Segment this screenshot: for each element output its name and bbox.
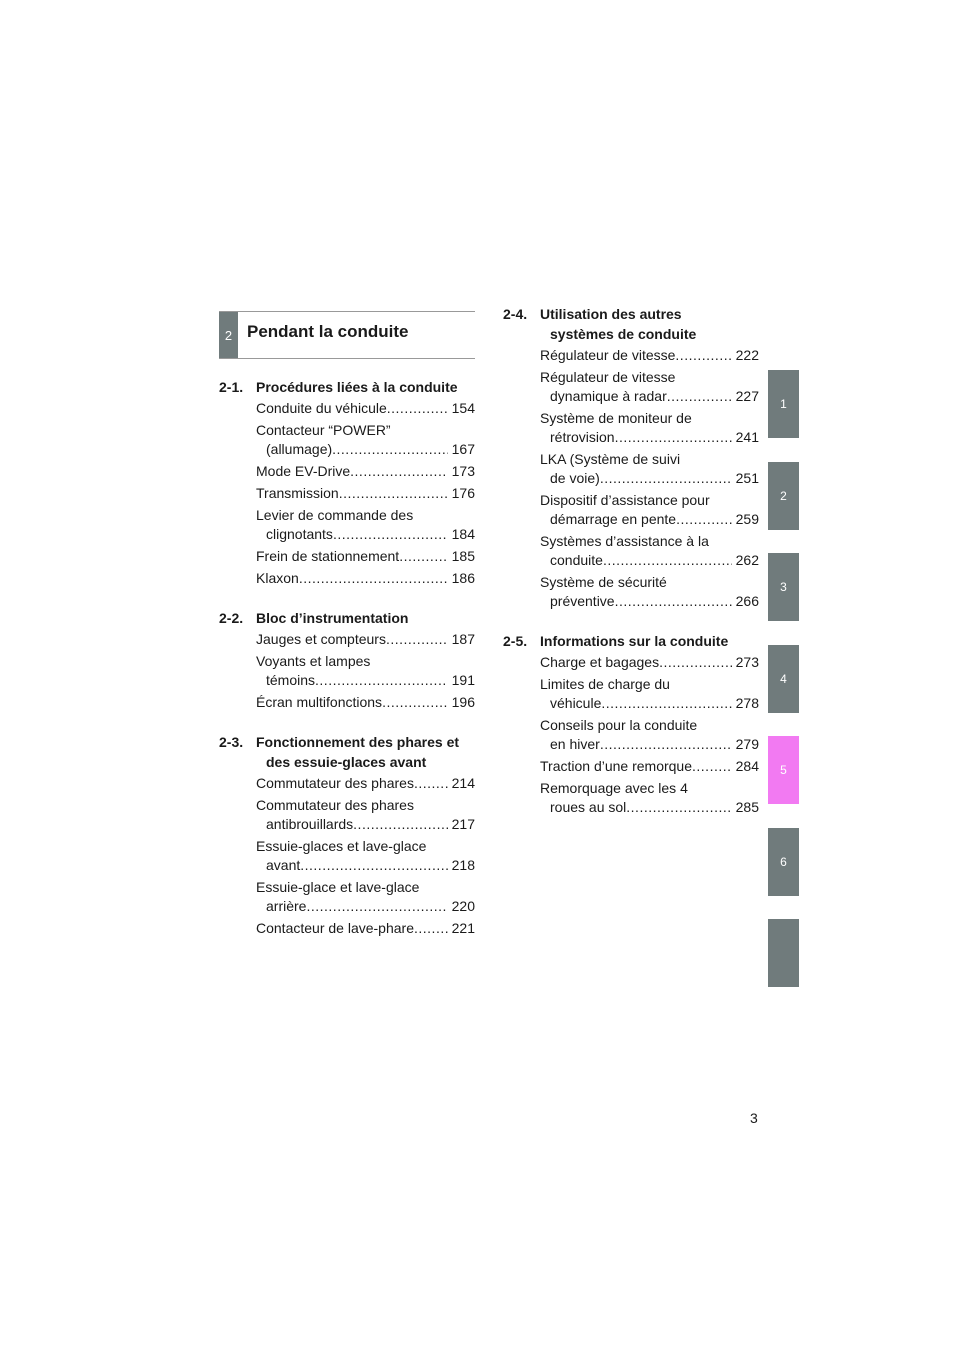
section-number: 2-5.	[503, 633, 528, 649]
entry-label: Régulateur de vitesse	[540, 347, 676, 363]
entry-row	[256, 399, 475, 418]
toc-left-column	[219, 377, 475, 958]
entry-row	[540, 428, 759, 447]
leader-dots	[414, 919, 448, 938]
entry-row	[540, 694, 759, 713]
entry-page-number: 259	[735, 511, 759, 527]
leader-dots	[414, 774, 448, 793]
entry-label-line: Systèmes d’assistance à la	[540, 533, 709, 549]
section-title	[256, 608, 475, 628]
entry-page-number: 167	[451, 441, 475, 457]
entry-row	[256, 569, 475, 588]
entry-page-number: 220	[451, 898, 475, 914]
section-title-line: Bloc d’instrumentation	[256, 610, 409, 626]
toc-entry[interactable]	[219, 421, 475, 459]
section-number: 2-1.	[219, 379, 244, 395]
entry-label: Traction d’une remorque	[540, 758, 693, 774]
entry-label: en hiver	[550, 736, 600, 752]
entry-label: rétrovision	[550, 429, 615, 445]
section-title-line: systèmes de conduite	[550, 326, 697, 342]
leader-dots	[603, 551, 732, 570]
toc-entry[interactable]	[503, 532, 759, 570]
entry-row	[256, 671, 475, 690]
chapter-tab-6[interactable]: 6	[768, 828, 799, 896]
page-number: 3	[750, 1110, 758, 1126]
entry-label: clignotants	[266, 526, 333, 542]
entry-label-line: Essuie-glaces et lave-glace	[256, 838, 427, 854]
chapter-header	[219, 311, 475, 359]
entry-page-number: 284	[735, 758, 759, 774]
entry-page-number: 196	[451, 694, 475, 710]
entry-row	[540, 653, 759, 672]
entry-page-number: 279	[735, 736, 759, 752]
entry-label: dynamique à radar	[550, 388, 667, 404]
chapter-tab-blank[interactable]	[768, 919, 799, 987]
section-title-line: des essuie-glaces avant	[266, 754, 427, 770]
toc-entry[interactable]	[503, 450, 759, 488]
toc-entry[interactable]	[503, 491, 759, 529]
entry-row	[256, 897, 475, 916]
entry-row	[540, 346, 759, 365]
entry-row	[256, 693, 475, 712]
section-title-line: Utilisation des autres	[540, 306, 682, 322]
leader-dots	[667, 387, 732, 406]
toc-entry[interactable]	[219, 878, 475, 916]
entry-page-number: 221	[451, 920, 475, 936]
leader-dots	[676, 510, 732, 529]
chapter-title: Pendant la conduite	[247, 322, 409, 341]
entry-label: préventive	[550, 593, 615, 609]
entry-page-number: 154	[451, 400, 475, 416]
section-heading	[503, 304, 759, 344]
chapter-tab-2[interactable]: 2	[768, 462, 799, 530]
entry-label: Klaxon	[256, 570, 299, 586]
entry-label: roues au sol	[550, 799, 627, 815]
entry-page-number: 262	[735, 552, 759, 568]
entry-label-line: Voyants et lampes	[256, 653, 371, 669]
entry-page-number: 185	[451, 548, 475, 564]
entry-label: Jauges et compteurs	[256, 631, 386, 647]
entry-row	[540, 510, 759, 529]
entry-row	[256, 856, 475, 875]
entry-label: Écran multifonctions	[256, 694, 383, 710]
leader-dots	[626, 798, 731, 817]
entry-label-line: Remorquage avec les 4	[540, 780, 688, 796]
leader-dots	[386, 630, 448, 649]
entry-label: (allumage)	[266, 441, 333, 457]
entry-label: témoins	[266, 672, 316, 688]
entry-row	[540, 469, 759, 488]
leader-dots	[615, 428, 732, 447]
entry-label-line: Limites de charge du	[540, 676, 670, 692]
entry-page-number: 278	[735, 695, 759, 711]
chapter-tab-5[interactable]: 5	[768, 736, 799, 804]
entry-page-number: 191	[451, 672, 475, 688]
entry-label-line: Conseils pour la conduite	[540, 717, 698, 733]
leader-dots	[339, 484, 448, 503]
entry-page-number: 266	[735, 593, 759, 609]
entry-page-number: 187	[451, 631, 475, 647]
entry-row	[256, 525, 475, 544]
chapter-tab-4[interactable]: 4	[768, 645, 799, 713]
entry-row	[540, 757, 759, 776]
section-title	[256, 732, 475, 772]
toc-entry[interactable]	[219, 506, 475, 544]
entry-label-line: Essuie-glace et lave-glace	[256, 879, 420, 895]
toc-entry[interactable]	[219, 774, 475, 793]
leader-dots	[333, 525, 448, 544]
toc-entry[interactable]	[219, 919, 475, 938]
entry-label: antibrouillards	[266, 816, 354, 832]
entry-page-number: 227	[735, 388, 759, 404]
entry-row	[540, 387, 759, 406]
chapter-number: 2	[219, 312, 238, 358]
entry-label: Conduite du véhicule	[256, 400, 387, 416]
leader-dots	[659, 653, 732, 672]
entry-row	[540, 592, 759, 611]
leader-dots	[350, 462, 447, 481]
entry-label-line: Système de moniteur de	[540, 410, 692, 426]
entry-label: Transmission	[256, 485, 339, 501]
toc-entry[interactable]	[219, 630, 475, 649]
section-heading	[219, 732, 475, 772]
section-heading	[219, 608, 475, 628]
section-number: 2-3.	[219, 734, 244, 750]
toc-entry[interactable]	[503, 409, 759, 447]
entry-page-number: 184	[451, 526, 475, 542]
leader-dots	[600, 469, 732, 488]
entry-row	[540, 735, 759, 754]
leader-dots	[382, 693, 448, 712]
entry-row	[256, 815, 475, 834]
toc-entry[interactable]	[219, 569, 475, 588]
section-title	[540, 631, 759, 651]
entry-row	[256, 774, 475, 793]
entry-row	[540, 551, 759, 570]
entry-label-line: Contacteur “POWER”	[256, 422, 391, 438]
toc-entry[interactable]	[219, 484, 475, 503]
entry-page-number: 251	[735, 470, 759, 486]
entry-page-number: 241	[735, 429, 759, 445]
leader-dots	[615, 592, 732, 611]
leader-dots	[601, 694, 731, 713]
entry-label-line: Commutateur des phares	[256, 797, 414, 813]
entry-label: Commutateur des phares	[256, 775, 414, 791]
toc-section	[503, 631, 759, 817]
toc-entry[interactable]	[219, 399, 475, 418]
toc-entry[interactable]	[219, 547, 475, 566]
entry-row	[256, 919, 475, 938]
leader-dots	[675, 346, 731, 365]
entry-page-number: 217	[451, 816, 475, 832]
entry-label-line: Dispositif d’assistance pour	[540, 492, 710, 508]
section-heading	[219, 377, 475, 397]
entry-label: Frein de stationnement	[256, 548, 400, 564]
leader-dots	[315, 671, 448, 690]
entry-label-line: LKA (Système de suivi	[540, 451, 681, 467]
toc-entry[interactable]	[503, 757, 759, 776]
toc-entry[interactable]	[503, 779, 759, 817]
toc-entry[interactable]	[503, 716, 759, 754]
section-title	[540, 304, 759, 344]
leader-dots	[692, 757, 732, 776]
toc-section	[219, 732, 475, 938]
entry-row	[256, 630, 475, 649]
entry-page-number: 214	[451, 775, 475, 791]
chapter-tab-3[interactable]: 3	[768, 553, 799, 621]
entry-page-number: 218	[451, 857, 475, 873]
section-number: 2-4.	[503, 306, 528, 322]
chapter-tab-1[interactable]: 1	[768, 370, 799, 438]
section-heading	[503, 631, 759, 651]
leader-dots	[332, 440, 448, 459]
leader-dots	[299, 569, 448, 588]
toc-entry[interactable]	[503, 675, 759, 713]
section-title-line: Procédures liées à la conduite	[256, 379, 458, 395]
entry-label: Contacteur de lave-phare	[256, 920, 414, 936]
leader-dots	[306, 897, 447, 916]
entry-row	[256, 547, 475, 566]
entry-row	[256, 440, 475, 459]
entry-row	[256, 484, 475, 503]
entry-row	[540, 798, 759, 817]
toc-entry[interactable]	[219, 693, 475, 712]
section-title-line: Fonctionnement des phares et	[256, 734, 460, 750]
toc-entry[interactable]	[503, 573, 759, 611]
entry-label: conduite	[550, 552, 603, 568]
entry-label: de voie)	[550, 470, 600, 486]
leader-dots	[300, 856, 447, 875]
toc-entry[interactable]	[219, 462, 475, 481]
section-number: 2-2.	[219, 610, 244, 626]
entry-label-line: Système de sécurité	[540, 574, 667, 590]
toc-entry[interactable]	[219, 837, 475, 875]
entry-label: avant	[266, 857, 301, 873]
entry-page-number: 186	[451, 570, 475, 586]
entry-page-number: 222	[735, 347, 759, 363]
toc-entry[interactable]	[503, 368, 759, 406]
toc-entry[interactable]	[219, 652, 475, 690]
entry-label: Charge et bagages	[540, 654, 660, 670]
entry-label-line: Régulateur de vitesse	[540, 369, 676, 385]
entry-label: démarrage en pente	[550, 511, 677, 527]
toc-entry[interactable]	[503, 653, 759, 672]
entry-label-line: Levier de commande des	[256, 507, 414, 523]
toc-entry[interactable]	[503, 346, 759, 365]
entry-page-number: 176	[451, 485, 475, 501]
leader-dots	[399, 547, 447, 566]
entry-label: arrière	[266, 898, 307, 914]
entry-label: véhicule	[550, 695, 602, 711]
entry-page-number: 285	[735, 799, 759, 815]
section-title	[256, 377, 475, 397]
leader-dots	[600, 735, 732, 754]
entry-row	[256, 462, 475, 481]
leader-dots	[353, 815, 447, 834]
entry-page-number: 273	[735, 654, 759, 670]
entry-page-number: 173	[451, 463, 475, 479]
leader-dots	[387, 399, 448, 418]
toc-entry[interactable]	[219, 796, 475, 834]
toc-right-column	[503, 304, 759, 837]
toc-section	[503, 304, 759, 611]
entry-label: Mode EV-Drive	[256, 463, 351, 479]
toc-section	[219, 608, 475, 712]
section-title-line: Informations sur la conduite	[540, 633, 729, 649]
toc-section	[219, 377, 475, 588]
